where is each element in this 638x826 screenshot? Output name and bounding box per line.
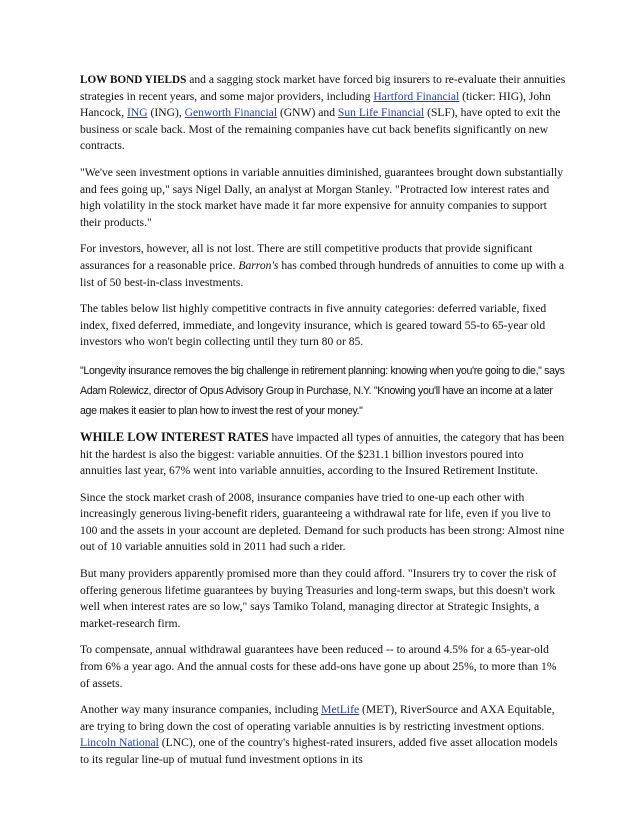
link-genworth-financial[interactable]: Genworth Financial [184, 106, 278, 120]
link-hartford-financial[interactable]: Hartford Financial [373, 89, 460, 103]
paragraph-compensate: To compensate, annual withdrawal guarantees have been reduced -- to around 4.5% for a 65-year-old from 6% a year ago. And the annual costs for these add-ons have gone up about 25%, to more than 1% of assets. [80, 643, 557, 690]
text-run: (GNW) and [277, 106, 338, 120]
text-run: (LNC), one of the country's highest-rated insurers, added five asset allocation models to its regular line-up of mutual fund investment options in its [80, 736, 558, 766]
text-run: (SLF), have opted to exit the business or scale back. Most of the remaining companies have cut back benefits significantly on new contracts. [80, 106, 561, 153]
paragraph-variable-annuities [80, 429, 568, 480]
publication-name: Barron's [238, 258, 279, 272]
text-run: have impacted all types of annuities, the category that has been hit the hardest is also the biggest: variable annuities. Of the $231.1 billion investors poured into annuities last year, 67% went into variable annuities, according to the Insured Retirement Institute. [80, 430, 565, 478]
paragraph-investors [80, 241, 568, 291]
text-run: For investors, however, all is not lost. There are still competitive products that provide significant assurances for a reasonable price. [80, 242, 533, 272]
article-body [80, 72, 568, 779]
text-run: (ticker: HIG), John Hancock, [80, 89, 551, 120]
paragraph-providers: But many providers apparently promised more than they could afford. "Insurers try to cover the risk of offering generous lifetime guarantees by buying Treasuries and long-term swaps, but this doesn't work well when interest rates are so low," says Tamiko Toland, managing director at Strategic Insights, a market-research firm. [80, 567, 557, 630]
text-run: (ING), [147, 106, 185, 120]
paragraph-dally-quote: "We've seen investment options in variable annuities diminished, guarantees brought down substantially and fees going up," says Nigel Dally, an analyst at Morgan Stanley. "Protracted low interest rates and high volatility in the stock market have made it far more expensive for annuity companies to support their products." [80, 165, 564, 229]
link-metlife[interactable]: MetLife [321, 703, 360, 717]
paragraph-tables: The tables below list highly competitive contracts in five annuity categories: deferred variable, fixed index, fixed deferred, immediate, and longevity insurance, which is geared toward 55-to 65-year old investors who won't begin collecting until they turn 80 or 85. [80, 302, 547, 349]
paragraph-intro [80, 72, 568, 155]
paragraph-market-crash: Since the stock market crash of 2008, insurance companies have tried to one-up each other with increasingly generous living-benefit riders, guaranteeing a withdrawal rate for life, even if you live to 100 and the assets in your account are depleted. Demand for such products has been strong: Almost nine out of 10 variable annuities sold in 2011 had such a rider. [80, 490, 565, 554]
text-run: (MET), RiverSource and AXA Equitable, are trying to bring down the cost of operating variable annuities is by restricting investment options. [80, 703, 555, 733]
link-sun-life-financial[interactable]: Sun Life Financial [337, 106, 425, 120]
lead-in: WHILE LOW INTEREST RATES [80, 429, 269, 444]
link-ing[interactable]: ING [127, 106, 148, 120]
lead-in: LOW BOND YIELDS [80, 74, 187, 86]
pull-quote-longevity: "Longevity insurance removes the big challenge in retirement planning: knowing when you're going to die," says Adam Rolewicz, director of Opus Advisory Group in Purchase, N.Y. "Knowing you'll have an income at a later age makes it easier to plan how to invest the rest of your money." [80, 364, 565, 417]
link-lincoln-national[interactable]: Lincoln National [80, 736, 159, 750]
text-run: Another way many insurance companies, including [80, 703, 322, 717]
text-run: has combed through hundreds of annuities to come up with a list of 50 best-in-class investments. [80, 258, 565, 289]
text-run: and a sagging stock market have forced big insurers to re-evaluate their annuities strategies in recent years, and some major providers, including [80, 73, 566, 103]
paragraph-investment-options [80, 702, 568, 768]
